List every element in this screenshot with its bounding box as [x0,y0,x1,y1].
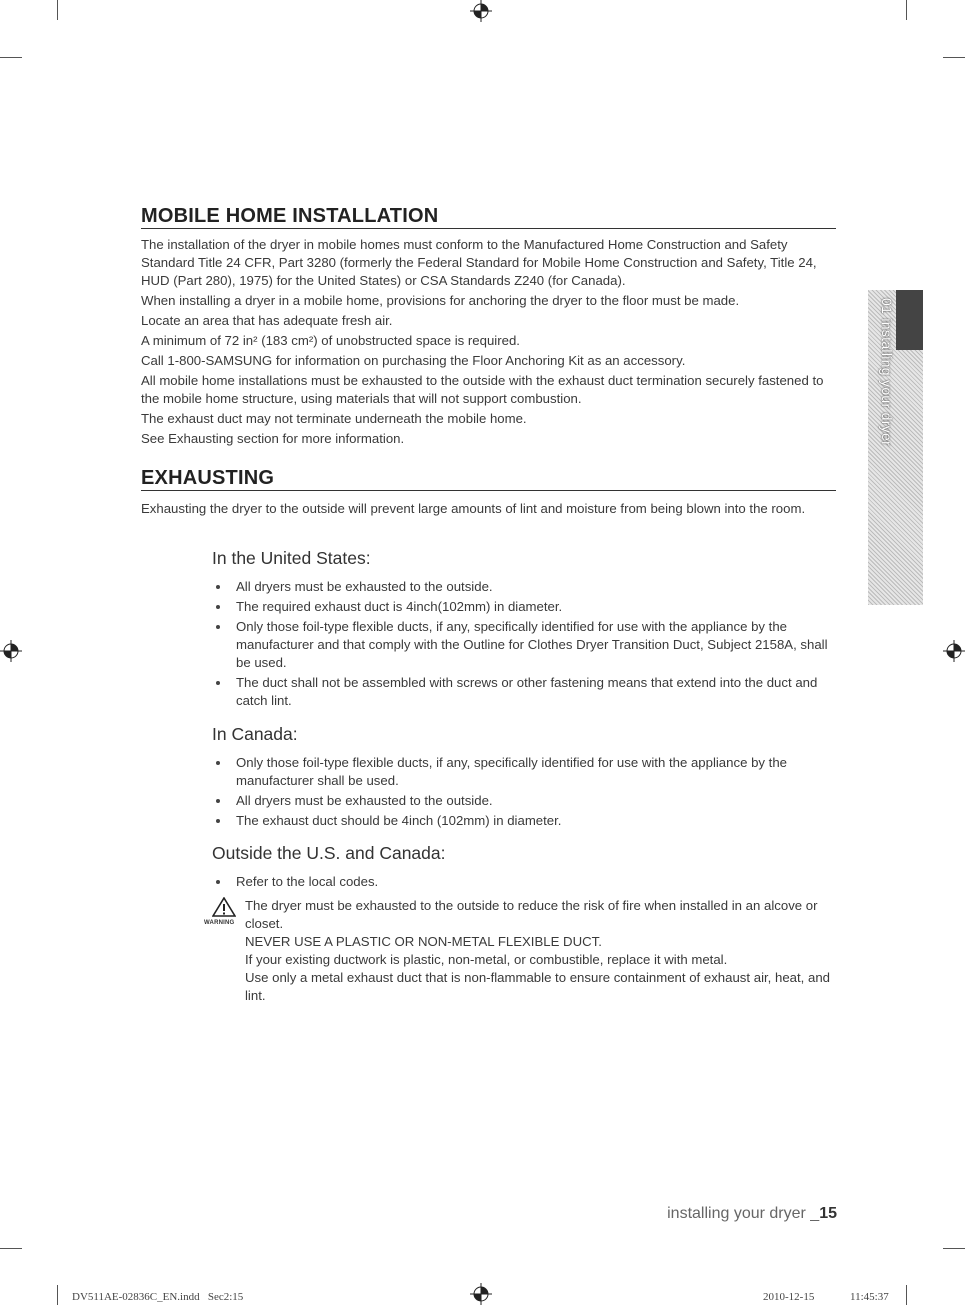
footer-section: installing your dryer _ [667,1205,820,1222]
list-item: The exhaust duct should be 4inch (102mm) in diameter. [212,812,837,830]
list-item: Refer to the local codes. [212,873,837,891]
crop-mark [943,57,965,58]
registration-mark-icon [0,640,22,662]
mobile-home-heading: MOBILE HOME INSTALLATION [141,204,836,229]
crop-mark [0,1248,22,1249]
crop-mark [57,0,58,20]
outside-list [212,873,837,893]
file-slug: DV511AE-02836C_EN.indd Sec2:15 [72,1291,244,1303]
list-item: The duct shall not be assembled with screws or other fastening means that extend into the duct and catch lint. [212,674,837,710]
print-date: 2010-12-15 [763,1291,815,1303]
warning-triangle-icon [212,897,236,917]
page-number: 15 [819,1205,837,1222]
canada-subheading: In Canada: [212,724,298,744]
registration-mark-icon [470,0,492,22]
crop-mark [906,1285,907,1305]
us-list [212,578,837,712]
print-time: 11:45:37 [850,1291,889,1303]
outside-subheading: Outside the U.S. and Canada: [212,843,446,863]
warning-text: NEVER USE A PLASTIC OR NON-METAL FLEXIBLE DUCT. [245,934,602,949]
list-item: All dryers must be exhausted to the outside. [212,578,837,596]
list-item: All dryers must be exhausted to the outside. [212,792,837,810]
crop-mark [906,0,907,20]
mobile-home-paragraph: See Exhausting section for more information. [141,431,405,446]
warning-text: Use only a metal exhaust duct that is non-flammable to ensure containment of exhaust air, heat, and lint. [245,970,830,1003]
exhausting-heading: EXHAUSTING [141,466,836,491]
crop-mark [0,57,22,58]
warning-text: If your existing ductwork is plastic, non-metal, or combustible, replace it with metal. [245,952,728,967]
list-item: Only those foil-type flexible ducts, if any, specifically identified for use with the appliance by the manufacturer and that comply with the Outline for Clothes Dryer Transition Duct, Subject 2158A, shall be used. [212,618,837,672]
registration-mark-icon [470,1283,492,1305]
chapter-tab-label: 01 installing your dryer [879,298,895,447]
warning-label: WARNING [204,920,235,926]
mobile-home-paragraph: Call 1-800-SAMSUNG for information on purchasing the Floor Anchoring Kit as an accessory. [141,353,686,368]
registration-mark-icon [943,640,965,662]
canada-list [212,754,837,832]
crop-mark [943,1248,965,1249]
mobile-home-paragraph: The installation of the dryer in mobile homes must conform to the Manufactured Home Construction and Safety Standard Title 24 CFR, Part 3280 (formerly the Federal Standard for Mobile Home Construction and Safety, Title 24, HUD (Part 280), 1975) for the United States) or CSA Standards Z240 (for Canada). [141,237,817,288]
crop-mark [57,1285,58,1305]
warning-text: The dryer must be exhausted to the outside to reduce the risk of fire when installed in an alcove or closet. [245,898,818,931]
mobile-home-paragraph: Locate an area that has adequate fresh air. [141,313,393,328]
list-item: The required exhaust duct is 4inch(102mm) in diameter. [212,598,837,616]
exhausting-intro: Exhausting the dryer to the outside will prevent large amounts of lint and moisture from being blown into the room. [141,501,806,516]
chapter-tab-marker [896,290,923,350]
mobile-home-paragraph: All mobile home installations must be exhausted to the outside with the exhaust duct termination securely fastened to the mobile home structure, using materials that will not support combustion. [141,373,824,406]
page-footer [667,1205,837,1223]
mobile-home-paragraph: The exhaust duct may not terminate underneath the mobile home. [141,411,527,426]
mobile-home-paragraph: When installing a dryer in a mobile home, provisions for anchoring the dryer to the floor must be made. [141,293,740,308]
us-subheading: In the United States: [212,548,371,568]
mobile-home-paragraph: A minimum of 72 in² (183 cm²) of unobstructed space is required. [141,333,520,348]
list-item: Only those foil-type flexible ducts, if any, specifically identified for use with the appliance by the manufacturer shall be used. [212,754,837,790]
